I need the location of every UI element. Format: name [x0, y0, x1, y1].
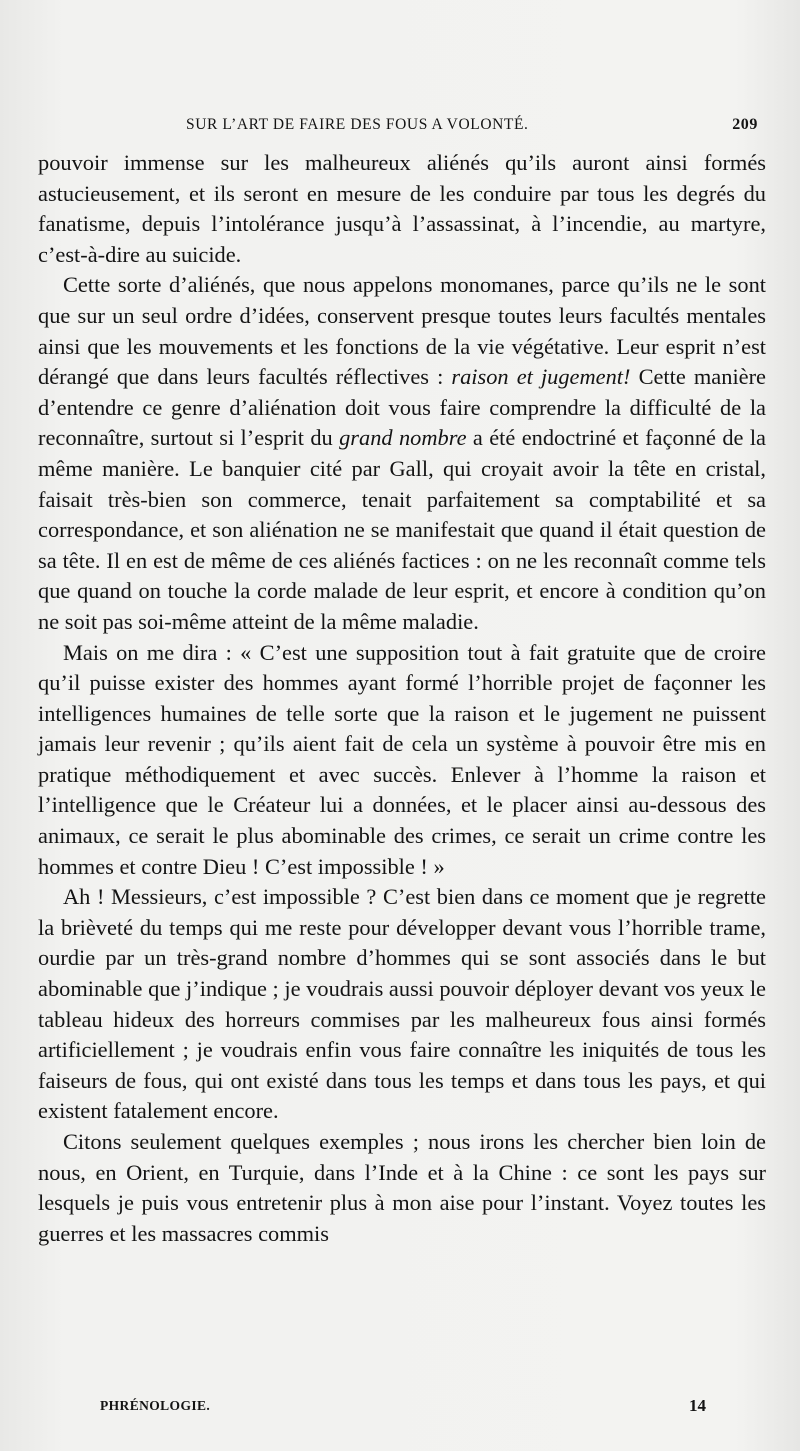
running-head	[186, 116, 758, 142]
signature-number: 14	[689, 1396, 706, 1415]
text-run: a été endoctriné et façonné de la même manière. Le banquier cité par Gall, qui croyait avoir la tête en cristal, faisait très-bien son commerce, tenait parfaitement sa comptabilité et sa correspondance, et son aliénation ne se manifestait que quand il était question de sa tête. Il en est de même de ces aliénés factices : on ne les reconnaît comme tels que quand on touche la corde malade de leur esprit, et encore à condition qu’on ne soit pas soi-même atteint de la même maladie.	[38, 425, 766, 634]
text-run: pouvoir immense sur les malheureux aliénés qu’ils auront ainsi formés astucieusement, et ils seront en mesure de les conduire par tous les degrés du fanatisme, depuis l’intolérance jusqu’à l’assassinat, à l’incendie, au martyre, c’est-à-dire au suicide.	[38, 150, 766, 267]
paragraph	[38, 1127, 766, 1249]
text-run: Ah ! Messieurs, c’est impossible ? C’est bien dans ce moment que je regrette la brièveté du temps qui me reste pour développer devant vous l’horrible trame, ourdie par un très-grand nombre d’hommes qui se sont associés dans le but abominable que j’indique ; je voudrais aussi pouvoir déployer devant vos yeux le tableau hideux des horreurs commises par les malheureux fous ainsi formés artificiellement ; je voudrais enfin vous faire connaître les iniquités de tous les faiseurs de fous, qui ont existé dans tous les temps et dans tous les pays, et qui existent fatalement encore.	[38, 884, 766, 1124]
running-title: SUR L’ART DE FAIRE DES FOUS A VOLONTÉ.	[186, 116, 529, 133]
signature-mark: PHRÉNOLOGIE.	[100, 1398, 211, 1413]
text-run: Cette sorte d’aliénés, que nous appelons monomanes, parce qu’ils ne le sont que sur un seul ordre d’idées, conservent presque toutes leurs facultés mentales ainsi que les mouvements et les fonctions de la vie végétative. Leur esprit n’est dérangé que dans leurs facultés réflectives :	[38, 272, 766, 390]
text-run: Cette manière d’entendre ce genre d’aliénation doit vous faire comprendre la difficulté de la reconnaître, surtout si l’esprit du	[38, 364, 766, 451]
paragraph	[38, 638, 766, 883]
paragraph	[38, 148, 766, 270]
body-text	[38, 148, 766, 1249]
page-number: 209	[732, 116, 758, 133]
page-footer	[100, 1398, 706, 1422]
paragraph	[38, 270, 766, 637]
text-run: Mais on me dira : « C’est une supposition tout à fait gratuite que de croire qu’il puisse exister des hommes ayant formé l’horrible projet de façonner les intelligences humaines de telle sorte que la raison et le jugement ne puissent jamais leur revenir ; qu’ils aient fait de cela un système à pouvoir être mis en pratique méthodiquement et avec succès. Enlever à l’homme la raison et l’intelligence que le Créateur lui a données, et le placer ainsi au-dessous des animaux, ce serait le plus abominable des crimes, ce serait un crime contre les hommes et contre Dieu ! C’est impossible ! »	[38, 639, 766, 879]
italic-text: grand nombre	[339, 425, 467, 451]
italic-text: raison et jugement!	[451, 364, 631, 390]
paragraph	[38, 882, 766, 1127]
text-run: Citons seulement quelques exemples ; nous irons les chercher bien loin de nous, en Orient, en Turquie, dans l’Inde et à la Chine : ce sont les pays sur lesquels je puis vous entretenir plus à mon aise pour l’instant. Voyez toutes les guerres et les massacres commis	[38, 1129, 766, 1246]
